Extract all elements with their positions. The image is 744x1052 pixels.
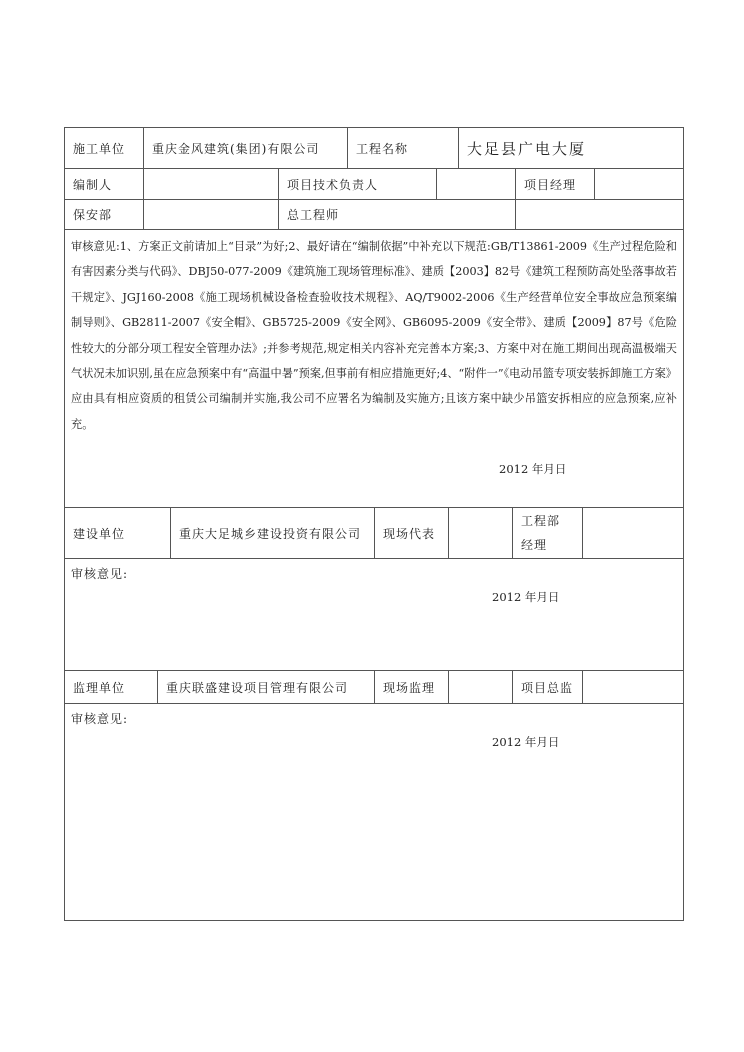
project-manager-value[interactable] (595, 169, 683, 199)
review-form-table (64, 127, 684, 921)
owner-dept-manager-label-line2: 经理 (521, 538, 548, 552)
site-supervisor-value[interactable] (449, 671, 513, 703)
row-supervisor-unit (65, 671, 683, 704)
construction-unit-value: 重庆金风建筑(集团)有限公司 (144, 128, 348, 168)
owner-dept-manager-label (513, 508, 583, 558)
owner-review-label: 审核意见: (71, 567, 129, 581)
chief-engineer-label: 总工程师 (279, 200, 516, 229)
construction-unit-label: 施工单位 (65, 128, 144, 168)
owner-site-rep-value[interactable] (449, 508, 513, 558)
compiler-label: 编制人 (65, 169, 144, 199)
tech-lead-label: 项目技术负责人 (279, 169, 437, 199)
owner-site-rep-label: 现场代表 (375, 508, 449, 558)
row-security-dept (65, 200, 683, 230)
chief-engineer-value[interactable] (516, 200, 683, 229)
owner-review-date: 2012 年月日 (492, 590, 560, 604)
contractor-review-section (65, 230, 683, 508)
supervisor-review-date: 2012 年月日 (492, 735, 560, 749)
security-dept-value[interactable] (144, 200, 279, 229)
site-supervisor-label: 现场监理 (375, 671, 449, 703)
supervisor-unit-value: 重庆联盛建设项目管理有限公司 (158, 671, 375, 703)
supervisor-review-label: 审核意见: (71, 712, 129, 726)
owner-dept-manager-label-line1: 工程部 (521, 514, 561, 528)
row-construction-unit (65, 128, 683, 169)
compiler-value[interactable] (144, 169, 279, 199)
owner-unit-value: 重庆大足城乡建设投资有限公司 (171, 508, 375, 558)
project-manager-label: 项目经理 (516, 169, 595, 199)
supervisor-review-section (65, 704, 683, 920)
row-compiler (65, 169, 683, 200)
owner-unit-label: 建设单位 (65, 508, 171, 558)
chief-supervisor-value[interactable] (583, 671, 683, 703)
project-name-value: 大足县广电大厦 (467, 139, 587, 158)
owner-review-section (65, 559, 683, 671)
contractor-review-text: 审核意见:1、方案正文前请加上“目录”为好;2、最好请在“编制依据”中补充以下规范:GB/T13861-2009《生产过程危险和有害因素分类与代码》、DBJ50-077-2009《建筑施工现场管理标准》、建质【2003】82号《建筑工程预防高处坠落事故若干规定》、JGJ160-2008《施工现场机械设备检查验收技术规程》、AQ/T9002-2006《生产经营单位安全事故应急预案编制导则》、GB2811-2007《安全帽》、GB5725-2009《安全网》、GB6095-2009《安全带》、建质【2009】87号《危险性较大的分部分项工程安全管理办法》;并参考规范,规定相关内容补充完善本方案;3、方案中对在施工期间出现高温极端天气状况未加识别,虽在应急预案中有“高温中暑”预案,但事前有相应措施更好;4、“附件一”《电动吊篮专项安装拆卸施工方案》应由具有相应资质的租赁公司编制并实施,我公司不应署名为编制及实施方;且该方案中缺少吊篮安拆相应的应急预案,应补充。 (71, 240, 677, 431)
security-dept-label: 保安部 (65, 200, 144, 229)
owner-dept-manager-value[interactable] (583, 508, 683, 558)
project-name-label: 工程名称 (348, 128, 459, 168)
chief-supervisor-label: 项目总监 (513, 671, 583, 703)
supervisor-unit-label: 监理单位 (65, 671, 158, 703)
tech-lead-value[interactable] (437, 169, 516, 199)
contractor-review-date: 2012 年月日 (499, 462, 567, 476)
row-owner-unit (65, 508, 683, 559)
